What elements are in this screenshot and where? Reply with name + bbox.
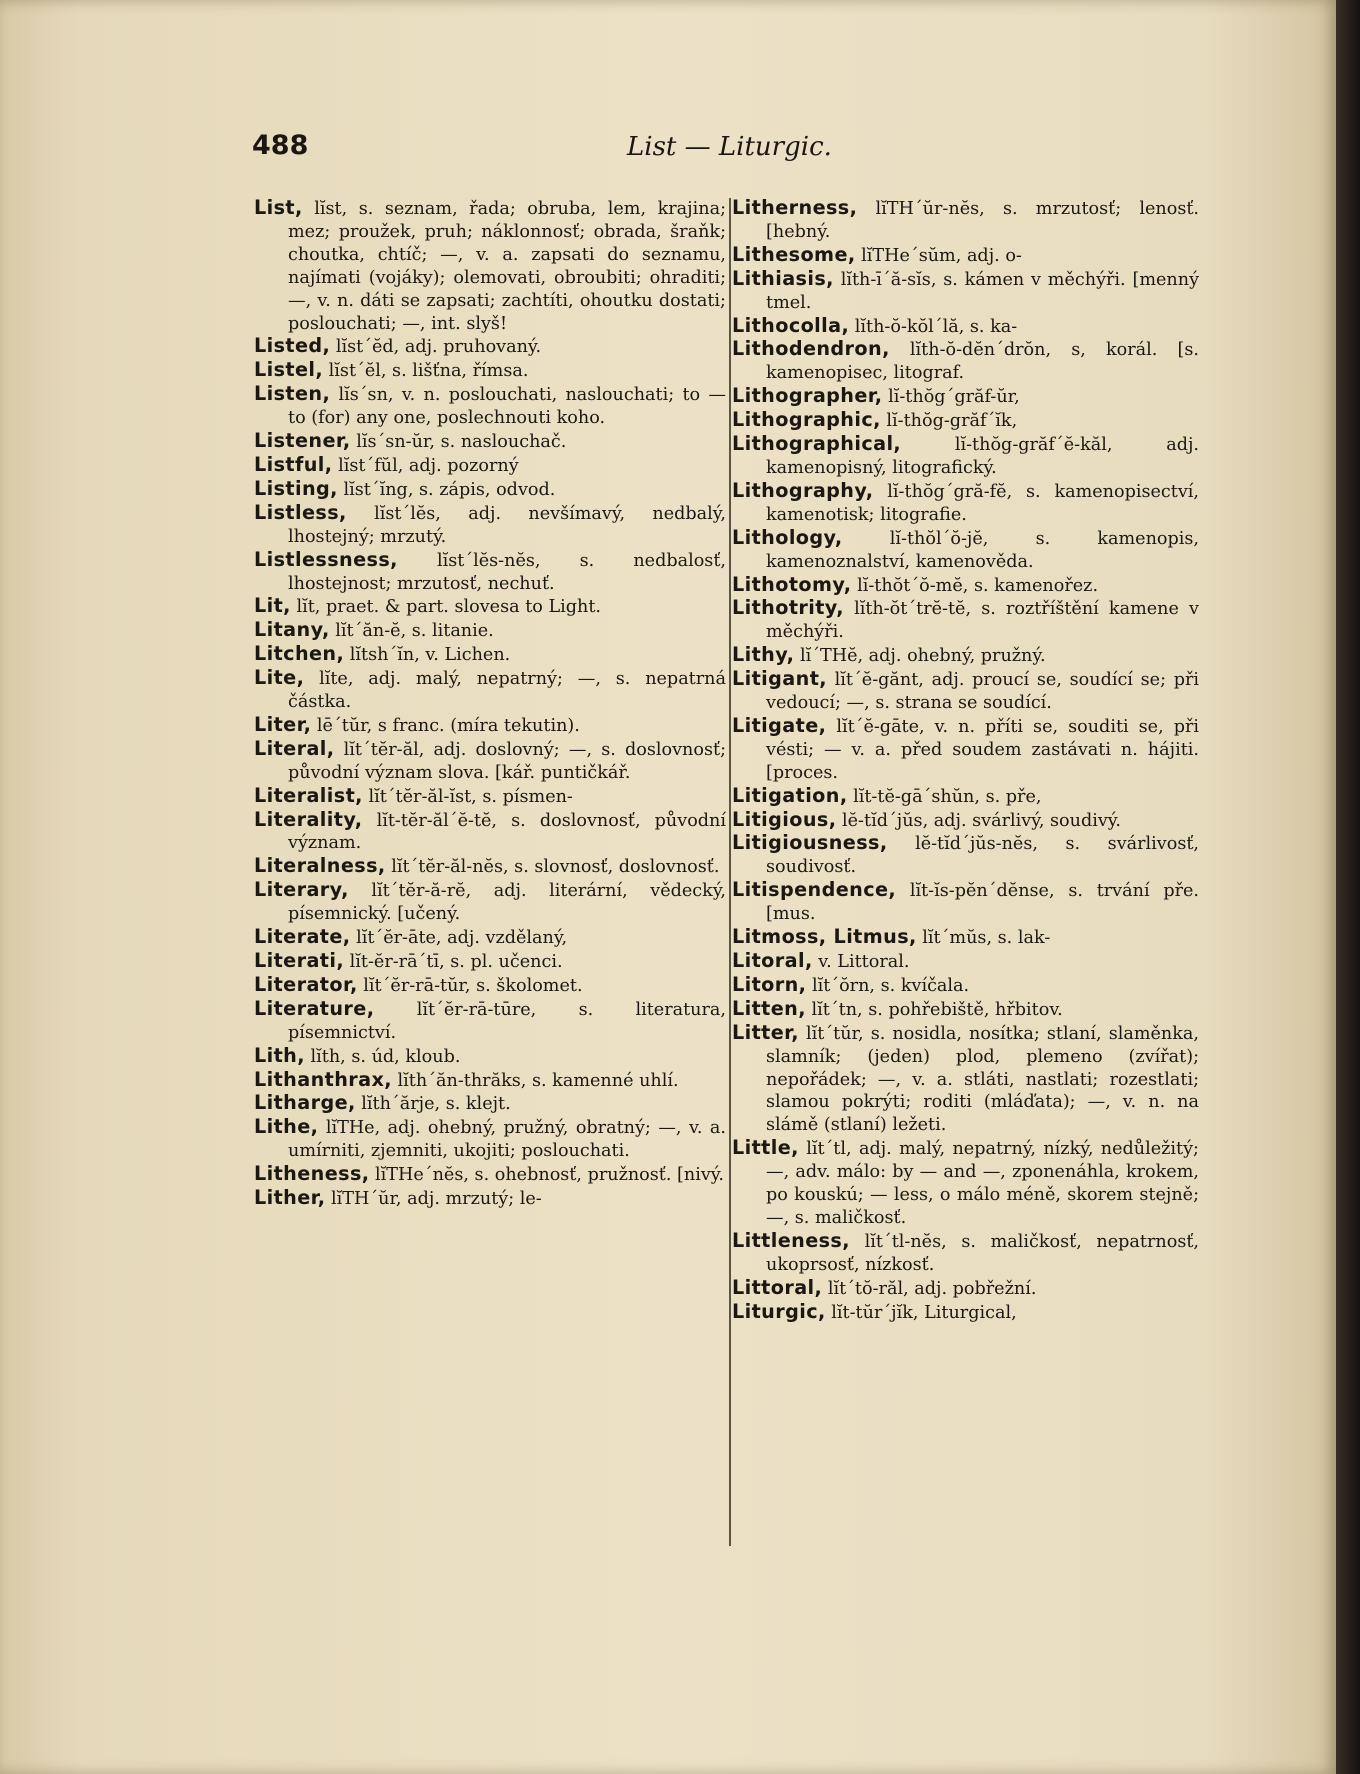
dictionary-entry	[254, 502, 726, 549]
entry-pronunciation: lĭt´mŭs,	[922, 928, 993, 949]
right-column	[732, 197, 1199, 1325]
entry-definition: s. písmen-	[482, 786, 573, 807]
entry-pronunciation: lĭst´ĭng,	[343, 479, 414, 500]
dictionary-entry	[732, 1230, 1199, 1277]
entry-headword: Lithographic,	[732, 408, 881, 432]
entry-definition: s. nosidla, nosítka; stlaní, slaměnka, slamník; (jeden) plod, plemeno (zvířat); nepořádek; —, v. a. stláti, nastlati; rozestlati; slamou pokrýti; roditi (mláďata); —, v. n. na slámě (stlaní) ležeti.	[766, 1023, 1200, 1136]
dictionary-entry	[254, 335, 726, 359]
entry-pronunciation: lĭt-tŭr´jĭk,	[831, 1302, 919, 1323]
entry-pronunciation: lĭth-ŏ-kŏl´lă,	[854, 316, 965, 337]
running-head: List — Liturgic.	[627, 132, 832, 162]
entry-headword: Literalness,	[254, 854, 386, 878]
dictionary-entry	[254, 714, 726, 738]
dictionary-entry	[732, 1022, 1199, 1138]
entry-pronunciation: lĭt´tĕr-ă-rĕ,	[371, 881, 472, 902]
entry-headword: Litigant,	[732, 667, 827, 691]
dictionary-entry	[254, 549, 726, 596]
dictionary-entry	[732, 1137, 1199, 1230]
entry-pronunciation: lē´tŭr,	[316, 715, 373, 736]
entry-pronunciation: lĭ-thŏg-grăf´ĭk,	[886, 411, 1018, 432]
entry-pronunciation: lĭ-thŏg´grăf-ŭr,	[888, 387, 1020, 408]
entry-headword: Lithiasis,	[732, 266, 834, 290]
entry-headword: Lithotrity,	[732, 596, 844, 620]
entry-definition: adj. ohebný, pružný.	[868, 646, 1046, 667]
entry-pronunciation: lĭ-thŏt´ŏ-mĕ,	[857, 575, 969, 596]
entry-headword: Litmoss, Litmus,	[732, 925, 917, 949]
dictionary-entry	[732, 998, 1199, 1022]
entry-pronunciation: lĭt´ŏrn,	[811, 975, 876, 996]
entry-definition: adj. svárlivý, soudivý.	[933, 810, 1121, 831]
entry-pronunciation: lĭ-thŏl´ŏ-jĕ,	[889, 528, 989, 549]
entry-headword: Lithe,	[254, 1115, 319, 1139]
dictionary-entry	[254, 430, 726, 454]
dictionary-entry	[254, 785, 726, 809]
entry-headword: Listen,	[254, 382, 331, 406]
dictionary-entry	[732, 926, 1199, 950]
entry-pronunciation: lĭst´ĕd,	[335, 337, 400, 358]
entry-definition: s. roztříštění kamene v měchýři.	[766, 599, 1199, 643]
dictionary-entry	[732, 832, 1199, 879]
entry-pronunciation: lĭst,	[314, 199, 348, 219]
entry-definition: s franc. (míra tekutin).	[377, 715, 580, 736]
entry-headword: Literati,	[254, 949, 345, 972]
entry-definition: adj. literární, vědecký, písemnický. [učený.	[288, 881, 727, 925]
entry-definition: s. nedbalosť, lhostejnost; mrzutosť, nechuť.	[288, 550, 726, 594]
entry-headword: Listed,	[254, 334, 331, 358]
entry-headword: Listel,	[254, 358, 324, 382]
entry-headword: Lithy,	[732, 643, 795, 667]
entry-headword: Literator,	[254, 972, 358, 996]
dictionary-entry	[254, 926, 726, 950]
entry-pronunciation: lĕ-tĭd´jŭs,	[842, 810, 929, 831]
entry-definition: s. mrzutosť; lenosť. [hebný.	[766, 199, 1200, 242]
entry-pronunciation: lĭs´sn-ŭr,	[356, 432, 436, 453]
entry-pronunciation: lĭst´lĕs,	[374, 503, 441, 524]
entry-definition: s. lišťna, římsa.	[392, 361, 529, 382]
entry-definition: s. kamenopis, kamenoznalství, kamenověda.	[766, 528, 1200, 572]
dictionary-entry	[254, 879, 726, 926]
entry-definition: s. seznam, řada; obruba, lem, krajina; mez; proužek, pruh; náklonnosť; obrada, šraňk; choutka, chtíč; —, v. a. zapsati do seznamu, najímati (vojáky); olemovati, obroubiti; ohraditi; —, v. n. dáti se zapsati; zachtíti, ohoutku dostati; poslouchati; —, int. slyš!	[288, 199, 726, 334]
entry-pronunciation: lĭt-ĭs-pĕn´dĕnse,	[909, 881, 1055, 902]
dictionary-entry	[732, 480, 1199, 527]
entry-definition: s. kvíčala.	[880, 975, 970, 996]
entry-definition: s. úd, kloub.	[351, 1046, 461, 1067]
entry-pronunciation: lĭte,	[319, 669, 354, 690]
entry-definition: s. trvání pře. [mus.	[766, 881, 1200, 925]
dictionary-entry	[254, 1092, 726, 1116]
dictionary-entry	[732, 433, 1199, 480]
dictionary-entry	[254, 454, 726, 478]
entry-headword: Litispendence,	[732, 878, 897, 902]
entry-definition: v. Lichen.	[425, 645, 511, 666]
entry-pronunciation: lĭtsh´ĭn,	[349, 645, 420, 666]
entry-pronunciation: lĭt-tĕr-ăl´ĕ-tĕ,	[376, 810, 498, 831]
entry-pronunciation: lĭt´tĕr-ăl,	[343, 739, 425, 760]
dictionary-entry	[254, 1187, 726, 1211]
entry-pronunciation: lĭth-ī´ă-sĭs,	[840, 269, 937, 290]
entry-headword: Listful,	[254, 452, 333, 476]
entry-definition: s. maličkosť, nepatrnosť, ukoprsosť, nízkosť.	[766, 1231, 1200, 1275]
dictionary-entry	[254, 1163, 726, 1187]
dictionary-entry	[254, 998, 726, 1045]
entry-headword: Litigiousness,	[732, 831, 888, 855]
entry-headword: Listener,	[254, 429, 351, 453]
entry-pronunciation: lĭt´tl-nĕs,	[864, 1231, 947, 1252]
entry-pronunciation: lĭt´ĕ-gāte,	[836, 716, 925, 737]
dictionary-entry	[732, 197, 1199, 244]
dictionary-entry	[732, 409, 1199, 433]
entry-headword: Litharge,	[254, 1091, 356, 1115]
entry-headword: Literal,	[254, 736, 335, 760]
dictionary-entry	[732, 1301, 1199, 1325]
entry-headword: Literate,	[254, 925, 351, 949]
entry-headword: Lithocolla,	[732, 313, 850, 337]
entry-pronunciation: lĭt´tl,	[806, 1139, 852, 1160]
entry-headword: Liter,	[254, 712, 312, 736]
entry-headword: Lithesome,	[732, 242, 856, 266]
dictionary-entry	[254, 619, 726, 643]
entry-pronunciation: lĭt´tŏ-răl,	[827, 1278, 909, 1299]
entry-pronunciation: lĕ-tĭd´jŭs-nĕs,	[915, 834, 1038, 855]
entry-headword: Lit,	[254, 594, 291, 618]
entry-headword: Literality,	[254, 807, 363, 831]
dictionary-entry	[254, 667, 726, 714]
dictionary-entry	[732, 268, 1199, 315]
entry-definition: adj. malý, nepatrný; —, s. nepatrná částka.	[288, 669, 726, 713]
entry-definition: v. Littoral.	[818, 952, 910, 972]
entry-definition: s. kamenopisectví, kamenotisk; litografie.	[766, 481, 1200, 525]
entry-pronunciation: lĭt´ĕr-āte,	[356, 928, 442, 949]
entry-pronunciation: lĭ-thŏg-grăf´ĕ-kăl,	[954, 435, 1113, 456]
entry-headword: Lithanthrax,	[254, 1067, 392, 1091]
entry-pronunciation: lĭt´tŭr,	[806, 1023, 864, 1044]
entry-definition: adj. doslovný; —, s. doslovnosť; původní význam slova. [kář. puntičkář.	[288, 739, 726, 783]
entry-pronunciation: lĭTHe,	[325, 1118, 381, 1139]
entry-headword: Litigate,	[732, 713, 827, 737]
entry-definition: s. litanie.	[411, 621, 494, 642]
entry-pronunciation: lĭst´ĕl,	[328, 361, 387, 382]
entry-headword: Lith,	[254, 1043, 305, 1067]
dictionary-entry	[254, 1069, 726, 1093]
dictionary-entry	[254, 809, 726, 856]
entry-headword: Litorn,	[732, 972, 807, 996]
entry-headword: Littoral,	[732, 1275, 823, 1299]
entry-pronunciation: lĭt´ăn-ĕ,	[335, 621, 407, 642]
entry-pronunciation: lĭTHe´sŭm,	[861, 245, 962, 266]
entry-pronunciation: lĭt´tĕr-ăl-ĭst,	[368, 786, 477, 807]
entry-pronunciation: lĭTH´ŭr-nĕs,	[875, 199, 985, 219]
entry-definition: s. kámen v měchýři. [menný tmel.	[766, 269, 1200, 313]
dictionary-entry	[732, 527, 1199, 574]
entry-definition: s. pl. učenci.	[450, 952, 563, 972]
entry-headword: Lither,	[254, 1186, 326, 1210]
entry-pronunciation: lĭth-ŏt´trĕ-tĕ,	[854, 599, 972, 620]
entry-headword: Litchen,	[254, 642, 345, 666]
entry-pronunciation: lĭt,	[296, 597, 321, 618]
entry-definition: Liturgical,	[924, 1302, 1017, 1323]
entry-headword: Lite,	[254, 666, 305, 690]
entry-pronunciation: lĭth´ăn-thrăks,	[397, 1070, 527, 1091]
dictionary-entry	[732, 644, 1199, 668]
entry-definition: praet. & part. slovesa to Light.	[325, 597, 602, 618]
dictionary-entry	[254, 197, 726, 335]
entry-pronunciation: lĭ´THĕ,	[799, 646, 864, 667]
entry-definition: s, korál. [s. kamenopisec, litograf.	[766, 340, 1200, 384]
entry-headword: Litherness,	[732, 196, 858, 219]
entry-pronunciation: lĭt´ĕ-gănt,	[834, 670, 924, 691]
dictionary-entry	[732, 597, 1199, 644]
dictionary-entry	[732, 879, 1199, 926]
entry-headword: Lithodendron,	[732, 337, 890, 361]
dictionary-entry	[254, 855, 726, 879]
book-edge	[1336, 0, 1360, 1774]
dictionary-entry	[732, 574, 1199, 598]
entry-definition: s. ka-	[969, 316, 1018, 337]
dictionary-entry	[254, 478, 726, 502]
entry-definition: s. kamenné uhlí.	[531, 1070, 679, 1091]
entry-pronunciation: lĭTH´ŭr,	[330, 1189, 402, 1210]
entry-definition: adj. mrzutý; le-	[407, 1189, 542, 1210]
entry-headword: Little,	[732, 1136, 799, 1160]
entry-headword: Liturgic,	[732, 1299, 826, 1323]
entry-definition: adj. malý, nepatrný, nízký, nedůležitý; —, adv. málo: by — and —, zponenáhla, krokem, po kouskú; — less, o málo méně, skorem stejně; —, s. maličkosť.	[766, 1139, 1199, 1228]
entry-headword: Litter,	[732, 1020, 799, 1044]
entry-headword: Litoral,	[732, 949, 813, 972]
entry-pronunciation: lĭs´sn,	[338, 385, 394, 406]
entry-headword: Lithographical,	[732, 432, 902, 456]
dictionary-entry	[732, 385, 1199, 409]
dictionary-entry	[254, 738, 726, 785]
entry-pronunciation: lĭt-tĕ-gā´shŭn,	[853, 786, 980, 807]
entry-definition: adj. pobřežní.	[914, 1278, 1037, 1299]
entry-pronunciation: lĭth,	[310, 1046, 346, 1067]
entry-definition: v. n. poslouchati, naslouchati; to — to (for) any one, poslechnouti koho.	[288, 385, 726, 429]
dictionary-entry	[254, 359, 726, 383]
entry-definition: s. doslovnosť, původní význam.	[288, 810, 727, 854]
dictionary-entry	[254, 1045, 726, 1069]
dictionary-entry	[254, 595, 726, 619]
entry-headword: Literature,	[254, 996, 375, 1020]
dictionary-entry	[732, 338, 1199, 385]
dictionary-entry	[732, 1277, 1199, 1301]
entry-definition: adj. pozorný	[408, 455, 519, 476]
dictionary-entry	[254, 950, 726, 974]
dictionary-entry	[732, 809, 1199, 833]
entry-definition: adj. pruhovaný.	[404, 337, 542, 358]
entry-pronunciation: lĭst´lĕs-nĕs,	[436, 550, 541, 571]
entry-definition: s. ohebnosť, pružnosť. [nivý.	[474, 1165, 725, 1186]
entry-definition: s. zápis, odvod.	[419, 479, 556, 500]
entry-pronunciation: lĭt´tĕr-ăl-nĕs,	[391, 857, 509, 878]
entry-headword: Lithography,	[732, 478, 874, 502]
entry-definition: adj. proucí se, soudící se; při vedoucí; —, s. strana se soudící.	[766, 670, 1199, 714]
entry-pronunciation: lĭt-ĕr-rā´tī,	[349, 952, 445, 972]
entry-definition: adj. ohebný, pružný, obratný; —, v. a. umírniti, zjemniti, ukojiti; poslouchati.	[288, 1118, 726, 1162]
entry-pronunciation: lĭst´fŭl,	[338, 455, 404, 476]
entry-headword: List,	[254, 196, 303, 219]
entry-definition: v. n. příti se, souditi se, při vésti; — v. a. před soudem zastávati n. hájiti. [proces.	[766, 716, 1199, 783]
entry-headword: Listless,	[254, 500, 347, 524]
entry-headword: Lithographer,	[732, 384, 883, 408]
entry-definition: s. školomet.	[476, 975, 583, 996]
dictionary-entry	[254, 383, 726, 430]
entry-headword: Lithology,	[732, 525, 843, 549]
dictionary-entry	[732, 950, 1199, 974]
dictionary-entry	[732, 244, 1199, 268]
entry-definition: s. kamenořez.	[973, 575, 1099, 596]
entry-definition: s. pře,	[985, 786, 1042, 807]
entry-headword: Literary,	[254, 878, 349, 902]
entry-definition: s. lak-	[997, 928, 1051, 949]
page-number: 488	[252, 130, 309, 161]
dictionary-entry	[254, 1116, 726, 1163]
entry-pronunciation: lĭ-thŏg´gră-fĕ,	[887, 481, 1013, 502]
left-column	[254, 197, 726, 1211]
entry-pronunciation: lĭt´tn,	[811, 999, 863, 1020]
dictionary-entry	[732, 668, 1199, 715]
entry-headword: Lithotomy,	[732, 572, 852, 596]
page-header	[252, 130, 1198, 166]
entry-headword: Litheness,	[254, 1162, 370, 1186]
entry-pronunciation: lĭt´ĕr-rā-tŭr,	[363, 975, 471, 996]
entry-definition: s. pohřebiště, hřbitov.	[868, 999, 1063, 1020]
entry-definition: s. slovnosť, doslovnosť.	[514, 857, 720, 878]
entry-headword: Literalist,	[254, 783, 363, 807]
entry-pronunciation: lĭTHe´nĕs,	[375, 1165, 469, 1186]
entry-pronunciation: lĭt´ĕr-rā-tūre,	[416, 999, 537, 1020]
dictionary-entry	[732, 315, 1199, 339]
entry-headword: Listlessness,	[254, 547, 398, 571]
entry-definition: s. klejt.	[445, 1094, 511, 1115]
entry-definition: adj. o-	[966, 245, 1022, 266]
entry-definition: adj. kamenopisný, litografický.	[766, 435, 1200, 478]
entry-definition: s. naslouchač.	[440, 432, 567, 453]
entry-headword: Litigation,	[732, 783, 848, 807]
dictionary-entry	[732, 974, 1199, 998]
entry-pronunciation: lĭth-ŏ-dĕn´drŏn,	[909, 340, 1052, 361]
entry-definition: adj. vzdělaný,	[447, 928, 568, 949]
entry-headword: Litten,	[732, 996, 806, 1020]
entry-headword: Listing,	[254, 476, 338, 500]
entry-definition: s. svárlivosť, soudivosť.	[766, 834, 1200, 878]
dictionary-entry	[254, 974, 726, 998]
dictionary-entry	[254, 643, 726, 667]
entry-definition: s. literatura, písemnictví.	[288, 999, 727, 1043]
dictionary-entry	[732, 785, 1199, 809]
dictionary-entry	[732, 715, 1199, 785]
entry-headword: Littleness,	[732, 1228, 850, 1252]
entry-pronunciation: lĭth´ărje,	[361, 1094, 441, 1115]
entry-headword: Litigious,	[732, 807, 837, 831]
entry-definition: adj. nevšímavý, nedbalý, lhostejný; mrzutý.	[288, 503, 726, 547]
entry-headword: Litany,	[254, 618, 330, 642]
column-divider	[729, 198, 731, 1546]
